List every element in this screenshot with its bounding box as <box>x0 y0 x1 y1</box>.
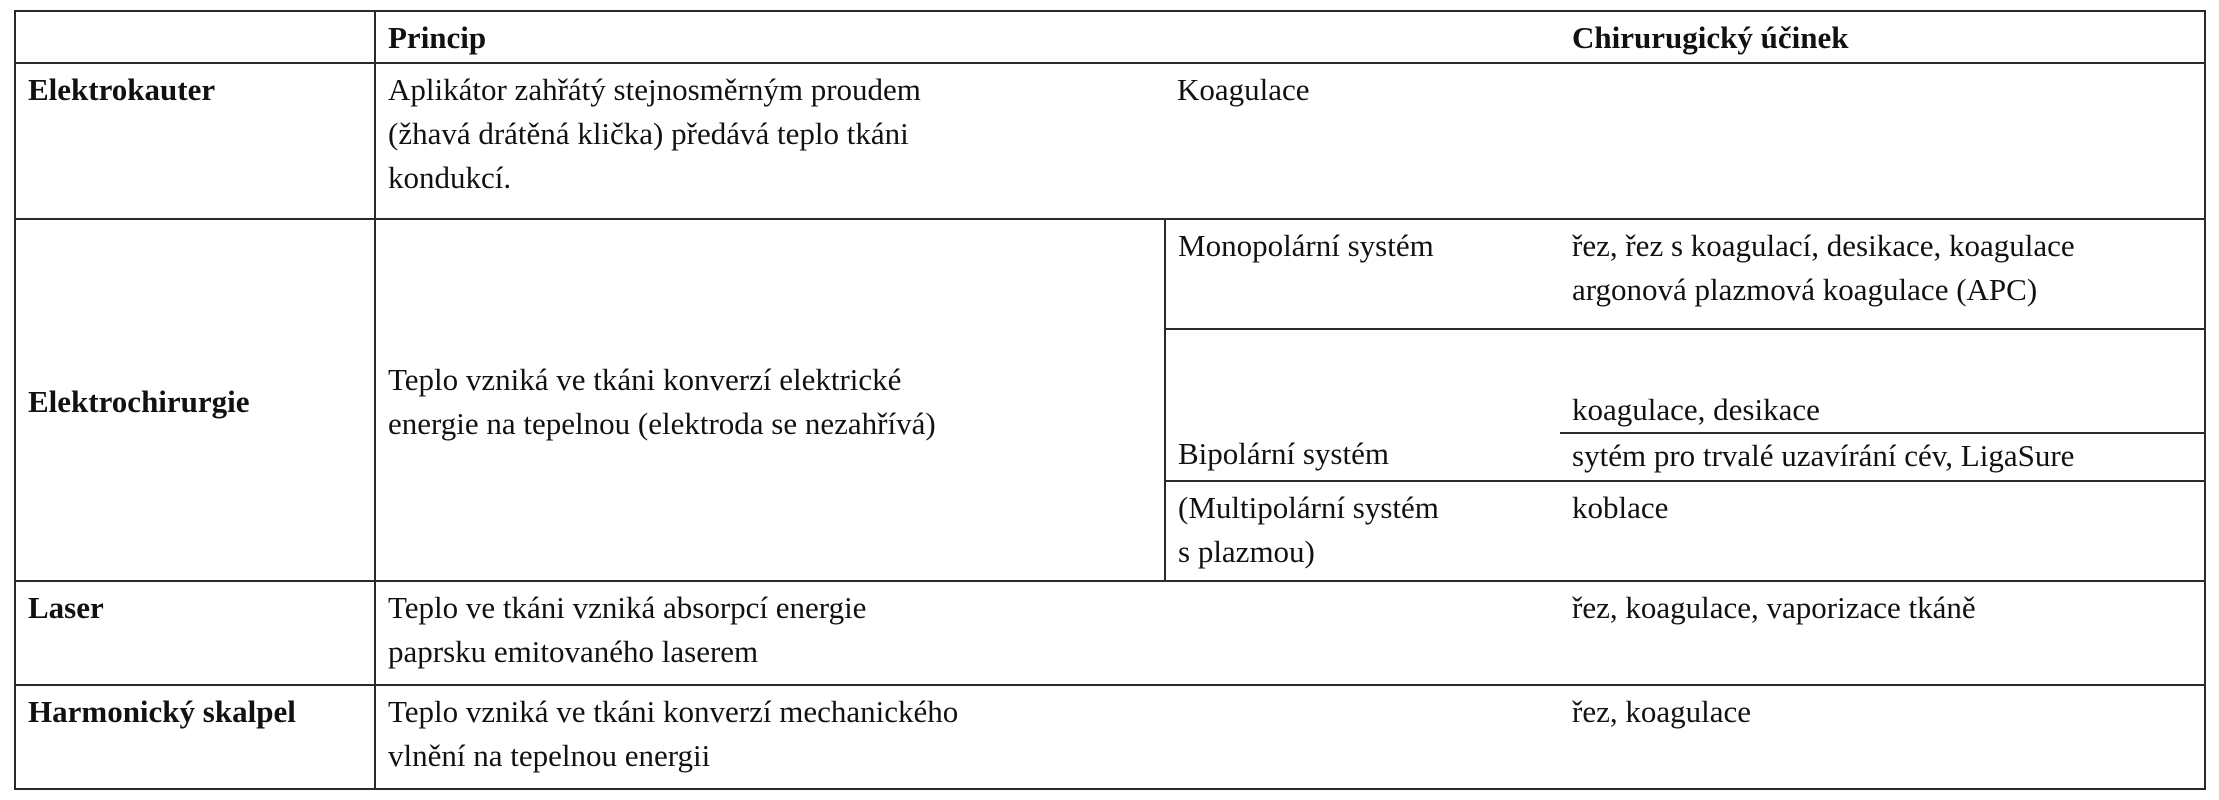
principle-line: Aplikátor zahřátý stejnosměrným proudem <box>388 72 921 108</box>
row-name-elektrochirurgie: Elektrochirurgie <box>15 219 375 580</box>
system-line: s plazmou) <box>1178 533 1315 569</box>
row-name-harmonic: Harmonický skalpel <box>15 685 375 789</box>
principle-line: paprsku emitovaného laserem <box>388 633 759 669</box>
table-row <box>15 581 2205 685</box>
effect-line: řez, řez s koagulací, desikace, koagulace <box>1572 228 2075 264</box>
principle-elektrokauter <box>375 63 1165 219</box>
effect-line: argonová plazmová koagulace (APC) <box>1572 272 2038 308</box>
header-effect: Chirurugický účinek <box>1560 11 2205 63</box>
system-harmonic <box>1165 685 1560 789</box>
effect-bipolar-1: koagulace, desikace <box>1560 329 2205 433</box>
effect-harmonic: řez, koagulace <box>1560 685 2205 789</box>
header-principle: Princip <box>375 11 1560 63</box>
row-name-elektrokauter: Elektrokauter <box>15 63 375 219</box>
system-monopolar: Monopolární systém <box>1165 219 1560 328</box>
header-row <box>15 11 2205 63</box>
system-line: (Multipolární systém <box>1178 489 1439 525</box>
principle-line: kondukcí. <box>388 160 512 196</box>
system-multipolar <box>1165 481 1560 581</box>
principle-line: Teplo vzniká ve tkáni konverzí elektrické <box>388 361 902 397</box>
comparison-table <box>14 10 2206 790</box>
principle-elektrochirurgie <box>375 219 1165 580</box>
effect-multipolar: koblace <box>1560 481 2205 581</box>
table-row <box>15 685 2205 789</box>
principle-line: Teplo ve tkáni vzniká absorpcí energie <box>388 589 867 625</box>
system-bipolar: Bipolární systém <box>1165 329 1560 481</box>
table-row <box>15 219 2205 328</box>
row-name-laser: Laser <box>15 581 375 685</box>
principle-line: energie na tepelnou (elektroda se nezahřívá) <box>388 405 936 441</box>
header-cell-empty <box>15 11 375 63</box>
effect-elektrokauter <box>1560 63 2205 219</box>
principle-line: vlnění na tepelnou energii <box>388 737 711 773</box>
principle-harmonic <box>375 685 1165 789</box>
principle-laser <box>375 581 1165 685</box>
table-row <box>15 63 2205 219</box>
effect-monopolar <box>1560 219 2205 328</box>
effect-laser: řez, koagulace, vaporizace tkáně <box>1560 581 2205 685</box>
principle-line: Teplo vzniká ve tkáni konverzí mechanického <box>388 693 959 729</box>
system-elektrokauter: Koagulace <box>1165 63 1560 219</box>
effect-bipolar-2: sytém pro trvalé uzavírání cév, LigaSure <box>1560 433 2205 481</box>
system-laser <box>1165 581 1560 685</box>
principle-line: (žhavá drátěná klička) předává teplo tkáni <box>388 116 909 152</box>
